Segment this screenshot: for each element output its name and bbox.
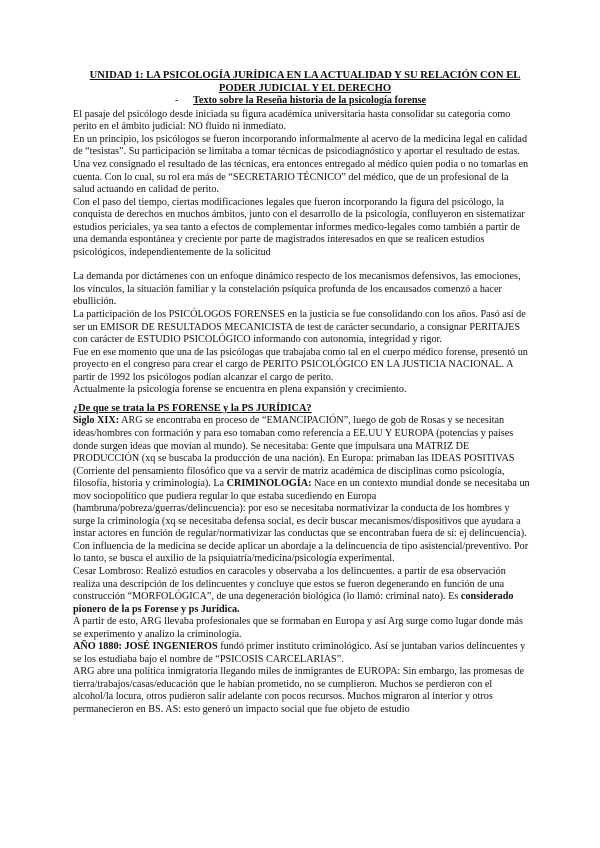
paragraph-7: Fue en ese momento que una de las psicólogas que trabajaba como tal en el cuerpo médico forense, presentó un proyecto en el congreso para crear el cargo de PERITO PSICOLÓGICO EN LA JUSTICIA NACIONAL. A partir de 1992 los psicólogos podían alcanzar el cargo de perito.	[73, 346, 528, 383]
paragraph-gap	[73, 259, 531, 271]
document-subtitle	[73, 95, 531, 108]
paragraph-5: La demanda por dictámenes con un enfoque dinámico respecto de los mecanismos defensivos, las emociones, los vínculos, la situación familiar y la constelación psíquica profunda de los encausados comenzó a hacer ebullición.	[73, 271, 521, 308]
paragraph-arg-profesionales: A partir de esto, ARG llevaba profesionales que se formaban en Europa y así Arg surge como lugar donde más se experimento y analizo la criminología.	[73, 616, 524, 640]
subtitle-text: Texto sobre la Reseña historia de la psicología forense	[193, 95, 426, 107]
ingenieros-text: fundó primer instituto criminológico. Así se juntaban varios delincuentes y se los estudiaba bajo el nombre de “PSICOSIS CARCELARIAS”.	[73, 641, 526, 665]
paragraph-1: El pasaje del psicólogo desde iniciada su figura académica universitaria hasta consolidar su categoría como perito en el ámbito judicial: NO fluido ni inmediato.	[73, 108, 511, 133]
lombroso-text: Cesar Lombroso: Realizó estudios en caracoles y observaba a los delincuentes. a partir de esa observación realiza una descripción de los delincuentes y concluye que estos se fueron degenerando en función de una construcción “MORFOLÓGICA”, de una degeneración biológica (lo llamó: criminal nato). Es	[73, 565, 506, 603]
paragraph-6: La participación de los PSICÓLOGOS FORENSES en la justicia se fue consolidando con los años. Pasó así de ser un EMISOR DE RESULTADOS MECANICISTA de test de carácter secundario, a consignar PERITAJES con carácter de ESTUDIO PSICOLÓGICO informando con autonomía, integridad y rigor.	[73, 308, 526, 346]
document-title: UNIDAD 1: LA PSICOLOGÍA JURÍDICA EN LA ACTUALIDAD Y SU RELACIÓN CON EL PODER JUDICIAL Y EL DERECHO	[89, 70, 521, 94]
siglo-xix-text-b: Nace en un contexto mundial donde se necesitaba un mov sociopolítico que pudiera regular lo que estaba sucediendo en Europa (hambruna/pobreza/guerras/delincuencia): por eso se necesitaba normativizar la conducta de los hombres y surge la criminología (xq se necesitaba defensa social, es decir buscar mecanismos/dispositivos que ayudara a instar actores en función de regular/normativizar las conductas que se encontraban fuera de sí: ej delincuencia). Con influencia de la medicina se decide aplicar un abordaje a la delincuencia de tipo asistencial/preventivo. Por lo tanto, se busca el auxilio de la psiquiatría/medicina/psicología experimental.	[73, 478, 530, 565]
paragraph-8: Actualmente la psicología forense se encuentra en plena expansión y crecimiento.	[73, 384, 407, 396]
document-body	[73, 70, 531, 717]
subtitle-bullet: -	[175, 95, 179, 107]
siglo-xix-text-a: ARG se encontraba en proceso de “EMANCIPACIÓN”, luego de gob de Rosas y se necesitan ideas/hombres con formación y para eso tomaban como referencia a EE.UU Y EUROPA (potencias y países donde surgen ideas que movían al mundo). Se necesitaba: Gente que impulsara una MATRIZ DE PRODUCCIÓN (xq se buscaba la producción de una nación). En Europa: primaban las IDEAS POSITIVAS (Corriente del pensamiento filosófico que va a servir de matriz académica de disciplinas como psicología, filosofía, historia y criminología). La	[73, 415, 515, 490]
section-heading: ¿De que se trata la PS FORENSE y la PS JURÍDICA?	[73, 402, 312, 414]
siglo-xix-lead: Siglo XIX:	[73, 415, 120, 427]
ingenieros-lead: AÑO 1880: JOSÉ INGENIEROS	[73, 641, 218, 653]
paragraph-4: Con el paso del tiempo, ciertas modificaciones legales que fueron incorporando la figura del psicólogo, la conquista de derechos en muchos ámbitos, junto con el desarrollo de la psicología, confluyeron en sistematizar estudios periciales, ya sea tanto a efectos de complementar informes medico-legales como también a partir de una demanda espontánea y creciente por parte de magistrados interesados en que se realicen estudios psicológicos, independientemente de la solicitud	[73, 196, 525, 258]
lombroso-bold: considerado pionero de la ps Forense y ps Jurídica.	[73, 591, 514, 615]
paragraph-siglo-xix	[73, 415, 531, 566]
paragraph-inmigracion: ARG abre una política inmigratoria llegando miles de inmigrantes de EUROPA: Sin embargo, las promesas de tierra/trabajos/casas/educación que le habían prometido, no se cumplieron. Muchos se perdieron con el alcohol/la locura, otros pudieron salir adelante con pocos recursos. Muchos migraron al interior y otros permanecieron en BS. AS: esto generó un impacto social que fue objeto de estudio	[73, 666, 524, 715]
paragraph-2: En un principio, los psicólogos se fueron incorporando informalmente al acervo de la medicina legal en calidad de “tesistas”. Su participación se limitaba a tomar técnicas de psicodiagnóstico y aportar el resultado de estas.	[73, 133, 528, 158]
paragraph-ingenieros	[73, 641, 531, 666]
paragraph-3: Una vez consignado el resultado de las técnicas, era entonces entregado al médico quien podía o no tomarlas en cuenta. Con lo cual, su rol era más de “SECRETARIO TÉCNICO” del médico, que de un profesional de la salud actuando en calidad de perito.	[73, 158, 529, 196]
paragraph-lombroso	[73, 566, 531, 616]
criminologia-term: CRIMINOLOGÍA:	[226, 478, 312, 490]
